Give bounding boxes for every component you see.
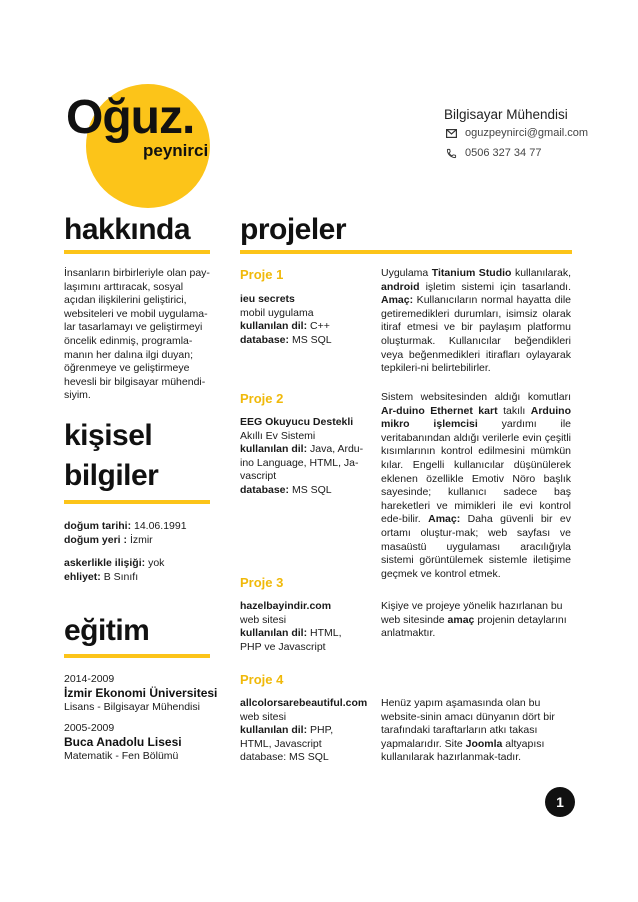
project-3-title: Proje 3: [240, 575, 284, 590]
edu-1-school: İzmir Ekonomi Üniversitesi: [64, 686, 218, 700]
phone-icon: [446, 148, 457, 159]
birth-place: doğum yeri : İzmir: [64, 534, 153, 546]
phone-text: 0506 327 34 77: [465, 147, 542, 159]
project-2-desc: Sistem websitesinden aldığı komutları Ar-duino Ethernet kart takılı Arduino mikro işlemcisi yardımı ile veritabanından aldığı verilerle evin çeşitli kısımlarının kontrol edilmesini mümkün kılar. Engelli kullanıcılar düşünülerek eklenen özellikle Emotiv Nöro başlık sayesinde; kullanıcı sadece baş hareketleri ve mimikleri ile evi kontrol ede-bilir. Amaç: Daha güvenli bir ev ortamı oluştur-mak; web sayfası ve masaüstü uygulaması aracılığıyla sistemi görüntülemek sistemle iletişime geçmek ve kontrol etmek.: [381, 391, 571, 580]
personal-heading-2: bilgiler: [64, 459, 159, 492]
page-number-badge: 1: [545, 787, 575, 817]
logo-name: Oğuz.: [66, 91, 195, 144]
phone-row[interactable]: [446, 147, 541, 159]
about-heading: hakkında: [64, 213, 191, 246]
education-heading: eğitim: [64, 614, 150, 647]
education-rule: [64, 654, 210, 658]
edu-2-years: 2005-2009: [64, 722, 115, 734]
project-3-desc: Kişiye ve projeye yönelik hazırlanan bu web sitesinde amaç projenin detaylarını anlatmaktır.: [381, 600, 567, 640]
project-2-title: Proje 2: [240, 391, 284, 406]
email-row[interactable]: [446, 127, 588, 139]
edu-1-dept: Lisans - Bilgisayar Mühendisi: [64, 701, 200, 713]
edu-1-years: 2014-2009: [64, 673, 115, 685]
about-text: İnsanların birbirleriyle olan pay- laşımını arttıracak, sosyal açıdan ilişkilerini geliştirici, websiteleri ve mobil uygulama- lar tasarlamayı ve geliştirmeyi öncelik edinmiş, programla- manın her dalına ilgi duyan; öğrenmeye ve geliştirmeye hevesli bir bilgisayar mühendi- siyim.: [64, 267, 210, 402]
project-4-desc: Henüz yapım aşamasında olan bu website-sinin amacı dünyanın dört bir tarafındaki taraftarların atkı takası yapmalarıdır. Site Joomla altyapısı kullanılarak hazırlanmak-tadır.: [381, 697, 555, 764]
birth-date: doğum tarihi: 14.06.1991: [64, 520, 187, 532]
projects-rule: [240, 250, 572, 254]
military-status: askerlikle ilişiği: yok: [64, 557, 165, 569]
about-rule: [64, 250, 210, 254]
project-2-meta: EEG Okuyucu Destekli Akıllı Ev Sistemi kullanılan dil: Java, Ardu-ino Language, HTML, Ja-vascript database: MS SQL: [240, 416, 364, 496]
edu-2-dept: Matematik - Fen Bölümü: [64, 750, 179, 762]
driver-license: ehliyet: B Sınıfı: [64, 571, 139, 583]
personal-heading-1: kişisel: [64, 419, 153, 452]
projects-heading: projeler: [240, 213, 347, 246]
project-3-meta: hazelbayindir.com web sitesi kullanılan dil: HTML, PHP ve Javascript: [240, 600, 342, 653]
personal-rule: [64, 500, 210, 504]
envelope-icon: [446, 129, 457, 138]
email-text: oguzpeynirci@gmail.com: [465, 127, 589, 139]
edu-2-school: Buca Anadolu Lisesi: [64, 735, 182, 749]
project-4-title: Proje 4: [240, 672, 284, 687]
job-title: Bilgisayar Mühendisi: [444, 107, 568, 122]
logo-surname: peynirci: [143, 141, 209, 160]
project-4-meta: allcolorsarebeautiful.com web sitesi kullanılan dil: PHP, HTML, Javascript database: MS SQL: [240, 697, 368, 764]
project-1-meta: ieu secrets mobil uygulama kullanılan dil: C++ database: MS SQL: [240, 293, 332, 346]
project-1-title: Proje 1: [240, 267, 284, 282]
project-1-desc: Uygulama Titanium Studio kullanılarak, android işletim sistemi için tasarlandı. Amaç: Kullanıcıların normal hayatta dile getiremedikleri durumları, isimsiz olarak itiraf etmesi ve bir paylaşım platformu oluşturmak. Kullanıcılar beğendikleri veya beğenmedikleri itirafları oylayarak tepkileri-ni belirtebilirler.: [381, 267, 571, 375]
